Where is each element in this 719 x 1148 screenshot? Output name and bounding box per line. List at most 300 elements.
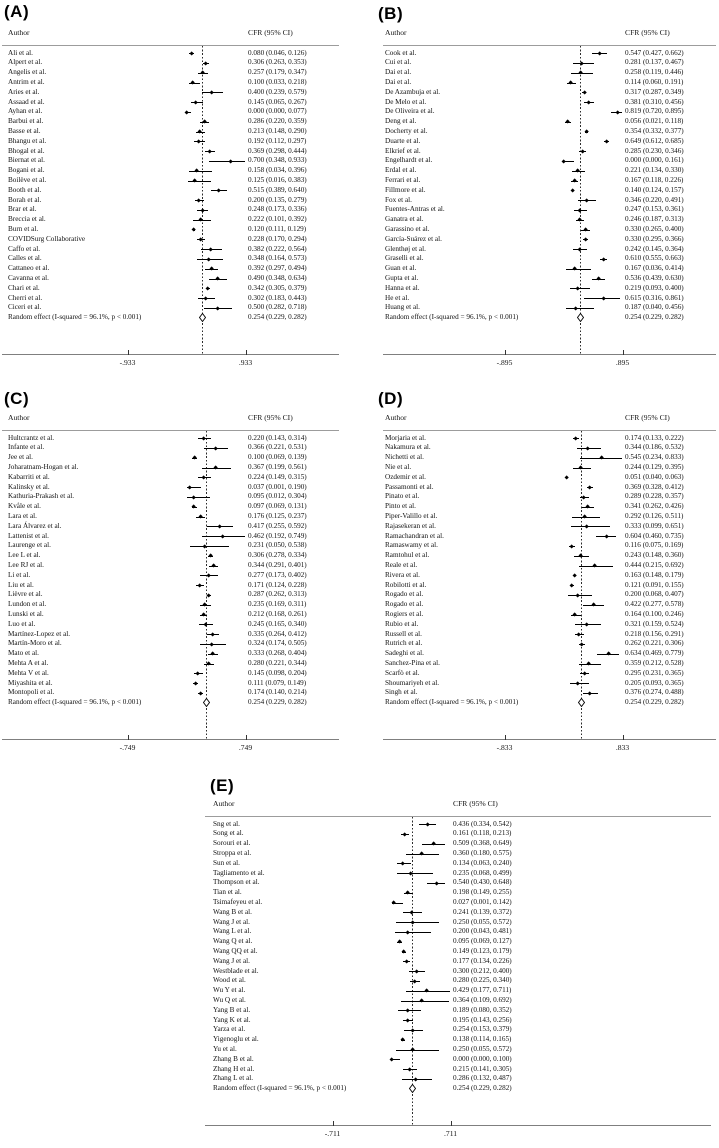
forest-row xyxy=(0,137,360,147)
x-axis-tick xyxy=(505,350,506,356)
effect-marker xyxy=(584,129,589,134)
author-label: Deng et al. xyxy=(385,117,417,126)
forest-row xyxy=(0,274,360,284)
forest-row xyxy=(0,196,360,206)
author-label: Lattenist et al. xyxy=(8,531,49,540)
effect-value: 0.246 (0.187, 0.313) xyxy=(625,215,684,224)
forest-row xyxy=(360,581,719,591)
effect-marker xyxy=(572,178,577,183)
effect-marker xyxy=(210,642,215,647)
effect-value: 0.417 (0.255, 0.592) xyxy=(248,521,307,530)
forest-row xyxy=(360,186,719,196)
effect-value: 0.242 (0.145, 0.364) xyxy=(625,244,684,253)
author-label: Gupta et al. xyxy=(385,273,419,282)
author-label: García-Suárez et al. xyxy=(385,234,442,243)
effect-value: 0.164 (0.100, 0.246) xyxy=(625,609,684,618)
author-label: Wang J et al. xyxy=(213,917,250,926)
author-label: Fillmore et al. xyxy=(385,185,426,194)
forest-row xyxy=(360,512,719,522)
effect-value: 0.354 (0.332, 0.377) xyxy=(625,126,684,135)
author-label: Fuentes-Antras et al. xyxy=(385,205,445,214)
effect-value: 0.027 (0.001, 0.142) xyxy=(453,897,512,906)
pooled-effect-row xyxy=(360,698,719,708)
author-label: Breccia et al. xyxy=(8,215,46,224)
author-label: Kalinsky et al. xyxy=(8,482,50,491)
effect-marker xyxy=(405,1008,410,1013)
author-column-header: Author xyxy=(213,799,235,808)
effect-marker xyxy=(189,51,194,56)
effect-marker xyxy=(216,306,221,311)
effect-marker xyxy=(213,465,218,470)
effect-value: 0.262 (0.221, 0.306) xyxy=(625,639,684,648)
forest-row xyxy=(0,473,360,483)
effect-marker xyxy=(604,534,609,539)
forest-row xyxy=(360,225,719,235)
effect-marker xyxy=(202,120,207,125)
author-label: Bhangu et al. xyxy=(8,136,47,145)
effect-value: 0.222 (0.101, 0.392) xyxy=(248,215,307,224)
pooled-effect-diamond xyxy=(578,698,585,707)
ci-line xyxy=(396,1050,439,1051)
forest-row xyxy=(360,137,719,147)
effect-value: 0.366 (0.221, 0.531) xyxy=(248,443,307,452)
effect-marker xyxy=(573,573,578,578)
forest-row xyxy=(360,235,719,245)
forest-row xyxy=(360,649,719,659)
effect-value: 0.610 (0.555, 0.663) xyxy=(625,254,684,263)
author-label: Boilève et al. xyxy=(8,175,47,184)
header-rule xyxy=(383,45,716,46)
effect-value: 0.051 (0.040, 0.063) xyxy=(625,472,684,481)
forest-row xyxy=(0,147,360,157)
effect-marker xyxy=(431,842,436,847)
effect-marker xyxy=(208,247,213,252)
x-axis-tick xyxy=(128,735,129,741)
author-label: Lièvre et al. xyxy=(8,590,43,599)
effect-value: 0.281 (0.137, 0.467) xyxy=(625,58,684,67)
effect-value: 0.289 (0.228, 0.357) xyxy=(625,492,684,501)
forest-row xyxy=(0,176,360,186)
effect-marker xyxy=(203,296,208,301)
effect-marker xyxy=(407,1067,412,1072)
author-label: De Melo et al. xyxy=(385,97,427,106)
effect-value: 0.200 (0.043, 0.481) xyxy=(453,927,512,936)
forest-row xyxy=(0,434,360,444)
author-label: Zhang L et al. xyxy=(213,1074,254,1083)
effect-value: 0.285 (0.230, 0.346) xyxy=(625,146,684,155)
forest-row xyxy=(180,1055,719,1065)
effect-value: 0.392 (0.297, 0.494) xyxy=(248,264,307,273)
panel-label: (C) xyxy=(4,389,30,408)
author-label: Basse et al. xyxy=(8,126,41,135)
effect-value: 0.545 (0.234, 0.833) xyxy=(625,453,684,462)
effect-value: 0.120 (0.111, 0.129) xyxy=(248,224,307,233)
effect-value: 0.250 (0.055, 0.572) xyxy=(453,917,512,926)
author-label: Nichetti et al. xyxy=(385,453,424,462)
author-label: Jee et al. xyxy=(8,453,33,462)
author-label: Sadeghi et al. xyxy=(385,649,424,658)
x-axis-tick-label: -.933 xyxy=(119,358,136,367)
forest-row xyxy=(180,888,719,898)
forest-row xyxy=(360,659,719,669)
forest-row xyxy=(360,294,719,304)
effect-marker xyxy=(206,257,211,262)
effect-value: 0.235 (0.068, 0.499) xyxy=(453,868,512,877)
header-rule xyxy=(2,45,339,46)
forest-row xyxy=(0,88,360,98)
author-label: Burn et al. xyxy=(8,224,39,233)
effect-marker xyxy=(601,257,606,262)
effect-value: 0.257 (0.179, 0.347) xyxy=(248,68,307,77)
author-label: Rogado et al. xyxy=(385,590,424,599)
effect-marker xyxy=(578,465,583,470)
forest-row xyxy=(0,649,360,659)
effect-value: 0.171 (0.124, 0.228) xyxy=(248,580,307,589)
header-rule xyxy=(205,816,711,817)
author-label: Martín-Moro et al. xyxy=(8,639,62,648)
effect-value: 0.215 (0.141, 0.305) xyxy=(453,1064,512,1073)
forest-row xyxy=(180,878,719,888)
forest-row xyxy=(360,245,719,255)
forest-row xyxy=(0,581,360,591)
effect-marker xyxy=(576,286,581,291)
ci-line xyxy=(396,922,439,923)
forest-row xyxy=(0,284,360,294)
effect-value: 0.220 (0.143, 0.314) xyxy=(248,433,307,442)
forest-row xyxy=(360,688,719,698)
x-axis-tick-label: -.833 xyxy=(496,743,513,752)
x-axis-line xyxy=(205,1125,711,1126)
effect-value: 0.280 (0.221, 0.344) xyxy=(248,658,307,667)
effect-value: 0.819 (0.720, 0.895) xyxy=(625,107,684,116)
effect-value: 0.436 (0.334, 0.542) xyxy=(453,819,512,828)
forest-row xyxy=(180,820,719,830)
pooled-effect-diamond xyxy=(199,313,206,322)
effect-value: 0.360 (0.180, 0.575) xyxy=(453,848,512,857)
effect-marker xyxy=(228,159,233,164)
effect-value: 0.369 (0.328, 0.412) xyxy=(625,482,684,491)
effect-marker xyxy=(414,969,419,974)
author-label: Graselli et al. xyxy=(385,254,424,263)
effect-marker xyxy=(203,622,208,627)
effect-marker xyxy=(198,514,203,519)
effect-value: 0.330 (0.295, 0.366) xyxy=(625,234,684,243)
forest-row xyxy=(0,630,360,640)
forest-row xyxy=(360,630,719,640)
author-label: Liu et al. xyxy=(8,580,34,589)
author-label: Lee L et al. xyxy=(8,551,41,560)
effect-value: 0.056 (0.021, 0.118) xyxy=(625,117,684,126)
author-label: Wang B et al. xyxy=(213,907,252,916)
forest-row xyxy=(360,196,719,206)
ci-line xyxy=(566,269,591,270)
author-label: Lara et al. xyxy=(8,511,37,520)
author-label: Cavanna et al. xyxy=(8,273,49,282)
forest-row xyxy=(180,1016,719,1026)
author-label: Biernat et al. xyxy=(8,156,45,165)
author-label: Angelis et al. xyxy=(8,68,47,77)
effect-marker xyxy=(198,218,203,223)
ci-line xyxy=(571,526,610,527)
forest-row xyxy=(360,610,719,620)
forest-row xyxy=(180,947,719,957)
author-label: Caffo et al. xyxy=(8,244,40,253)
x-axis-tick xyxy=(246,350,247,356)
effect-value: 0.295 (0.231, 0.365) xyxy=(625,668,684,677)
effect-value: 0.125 (0.016, 0.383) xyxy=(248,175,307,184)
x-axis-tick-label: -.895 xyxy=(496,358,513,367)
effect-value: 0.547 (0.427, 0.662) xyxy=(625,48,684,57)
effect-marker xyxy=(569,544,574,549)
effect-marker xyxy=(215,276,220,281)
effect-value: 0.138 (0.114, 0.165) xyxy=(453,1035,512,1044)
author-label: Glenthøj et al. xyxy=(385,244,426,253)
effect-marker xyxy=(192,178,197,183)
author-label: Fox et al. xyxy=(385,195,412,204)
author-label: Barbui et al. xyxy=(8,117,44,126)
author-label: Zhang H et al. xyxy=(213,1064,255,1073)
author-label: Bhogal et al. xyxy=(8,146,45,155)
author-label: Antrim et al. xyxy=(8,77,45,86)
forest-panel-b xyxy=(360,2,719,380)
effect-marker xyxy=(389,1057,394,1062)
effect-column-header: CFR (95% CI) xyxy=(248,28,293,37)
effect-marker xyxy=(577,218,582,223)
x-axis-tick xyxy=(333,1121,334,1127)
forest-row xyxy=(0,58,360,68)
effect-marker xyxy=(409,910,414,915)
effect-value: 0.195 (0.143, 0.256) xyxy=(453,1015,512,1024)
author-label: COVIDSurg Collaborative xyxy=(8,234,86,243)
effect-value: 0.700 (0.348, 0.933) xyxy=(248,156,307,165)
effect-value: 0.509 (0.368, 0.649) xyxy=(453,839,512,848)
effect-marker xyxy=(193,681,198,686)
forest-row xyxy=(180,849,719,859)
author-label: Yang K et al. xyxy=(213,1015,251,1024)
forest-row xyxy=(360,88,719,98)
author-label: Lee RJ et al. xyxy=(8,560,44,569)
effect-marker xyxy=(405,1018,410,1023)
author-label: Yang B et al. xyxy=(213,1005,251,1014)
effect-value: 0.213 (0.148, 0.290) xyxy=(248,126,307,135)
effect-marker xyxy=(582,671,587,676)
author-label: Dai et al. xyxy=(385,68,412,77)
author-label: Rogado et al. xyxy=(385,600,424,609)
author-label: Wang QQ et al. xyxy=(213,946,258,955)
forest-row xyxy=(360,600,719,610)
author-label: De Azambuja et al. xyxy=(385,87,441,96)
forest-row xyxy=(0,590,360,600)
effect-value: 0.346 (0.220, 0.491) xyxy=(625,195,684,204)
forest-row xyxy=(180,829,719,839)
effect-marker xyxy=(202,544,207,549)
effect-value: 0.344 (0.186, 0.532) xyxy=(625,443,684,452)
forest-row xyxy=(360,147,719,157)
effect-marker xyxy=(586,100,591,105)
ci-line xyxy=(566,308,593,309)
forest-row xyxy=(0,68,360,78)
forest-row xyxy=(360,58,719,68)
forest-row xyxy=(360,590,719,600)
effect-value: 0.100 (0.069, 0.139) xyxy=(248,453,307,462)
pooled-effect-row xyxy=(180,1084,719,1094)
effect-value: 0.634 (0.469, 0.779) xyxy=(625,649,684,658)
author-label: Rivera et al. xyxy=(385,570,420,579)
author-label: Assaad et al. xyxy=(8,97,45,106)
x-axis-tick xyxy=(623,735,624,741)
effect-value: 0.095 (0.012, 0.304) xyxy=(248,492,307,501)
effect-value: 0.615 (0.316, 0.861) xyxy=(625,293,684,302)
effect-value: 0.324 (0.174, 0.505) xyxy=(248,639,307,648)
author-label: Rajasekeran et al. xyxy=(385,521,436,530)
author-column-header: Author xyxy=(8,28,30,37)
effect-value: 0.228 (0.170, 0.294) xyxy=(248,234,307,243)
effect-marker xyxy=(203,603,208,608)
forest-row xyxy=(0,483,360,493)
author-label: Stroppa et al. xyxy=(213,848,252,857)
effect-value: 0.369 (0.298, 0.444) xyxy=(248,146,307,155)
forest-row xyxy=(180,1006,719,1016)
pooled-effect-row xyxy=(0,698,360,708)
effect-value: 0.116 (0.075, 0.169) xyxy=(625,541,684,550)
forest-row xyxy=(360,117,719,127)
effect-value: 0.359 (0.212, 0.528) xyxy=(625,658,684,667)
effect-marker xyxy=(196,671,201,676)
pooled-effect-diamond xyxy=(409,1084,416,1093)
forest-row xyxy=(0,49,360,59)
effect-marker xyxy=(615,110,620,115)
effect-marker xyxy=(580,149,585,154)
ci-line xyxy=(395,932,431,933)
effect-value: 0.114 (0.060, 0.191) xyxy=(625,77,684,86)
effect-column-header: CFR (95% CI) xyxy=(248,413,293,422)
header-rule xyxy=(2,430,339,431)
forest-panel-d xyxy=(360,387,719,765)
effect-marker xyxy=(593,563,598,568)
author-label: Calles et al. xyxy=(8,254,42,263)
effect-marker xyxy=(570,583,575,588)
effect-value: 0.037 (0.001, 0.190) xyxy=(248,482,307,491)
effect-value: 0.341 (0.262, 0.426) xyxy=(625,502,684,511)
x-axis-line xyxy=(2,354,339,355)
forest-row xyxy=(0,78,360,88)
author-label: Kathuria-Prakash et al. xyxy=(8,492,75,501)
author-label: Hanna et al. xyxy=(385,283,420,292)
effect-value: 0.000 (0.000, 0.077) xyxy=(248,107,307,116)
effect-value: 0.364 (0.109, 0.692) xyxy=(453,995,512,1004)
effect-value: 0.333 (0.268, 0.404) xyxy=(248,649,307,658)
forest-row xyxy=(0,225,360,235)
author-label: Rutrich et al. xyxy=(385,639,423,648)
effect-value: 0.604 (0.460, 0.735) xyxy=(625,531,684,540)
effect-marker xyxy=(596,276,601,281)
effect-value: 0.244 (0.129, 0.395) xyxy=(625,462,684,471)
effect-value: 0.258 (0.119, 0.446) xyxy=(625,68,684,77)
x-axis-tick-label: .833 xyxy=(615,743,630,752)
forest-row xyxy=(0,245,360,255)
author-label: Luo et al. xyxy=(8,619,36,628)
effect-value: 0.163 (0.148, 0.179) xyxy=(625,570,684,579)
effect-value: 0.649 (0.612, 0.685) xyxy=(625,136,684,145)
author-label: Alpert et al. xyxy=(8,58,43,67)
author-label: Guan et al. xyxy=(385,264,417,273)
forest-row xyxy=(0,453,360,463)
effect-marker xyxy=(206,661,211,666)
effect-value: 0.429 (0.177, 0.711) xyxy=(453,986,512,995)
author-label: Tian et al. xyxy=(213,888,242,897)
effect-marker xyxy=(198,129,203,134)
author-label: Martínez-Lopez et al. xyxy=(8,629,71,638)
forest-row xyxy=(0,254,360,264)
effect-marker xyxy=(584,622,589,627)
forest-row xyxy=(360,463,719,473)
effect-marker xyxy=(434,881,439,886)
effect-value: 0.280 (0.225, 0.340) xyxy=(453,976,512,985)
pooled-effect-label: Random effect (I-squared = 96.1%, p < 0.001) xyxy=(8,313,142,322)
effect-marker xyxy=(209,267,214,272)
pooled-effect-value: 0.254 (0.229, 0.282) xyxy=(625,698,684,707)
forest-row xyxy=(180,869,719,879)
x-axis-tick-label: .749 xyxy=(238,743,253,752)
author-label: Cattaneo et al. xyxy=(8,264,50,273)
effect-value: 0.231 (0.050, 0.538) xyxy=(248,541,307,550)
forest-row xyxy=(0,166,360,176)
effect-marker xyxy=(577,632,582,637)
effect-marker xyxy=(201,612,206,617)
effect-value: 0.300 (0.212, 0.400) xyxy=(453,966,512,975)
forest-row xyxy=(360,284,719,294)
effect-value: 0.000 (0.000, 0.161) xyxy=(625,156,684,165)
forest-row xyxy=(360,492,719,502)
pooled-effect-row xyxy=(360,313,719,323)
author-label: Lunski et al. xyxy=(8,609,44,618)
author-label: Infante et al. xyxy=(8,443,45,452)
author-label: Scarfò et al. xyxy=(385,668,420,677)
forest-row xyxy=(0,463,360,473)
effect-marker xyxy=(193,100,198,105)
effect-marker xyxy=(575,593,580,598)
x-axis-tick-label: .933 xyxy=(238,358,253,367)
effect-value: 0.161 (0.118, 0.213) xyxy=(453,829,512,838)
forest-row xyxy=(360,620,719,630)
effect-marker xyxy=(204,61,209,66)
forest-panel-e xyxy=(180,773,719,1148)
effect-marker xyxy=(425,822,430,827)
effect-marker xyxy=(582,90,587,95)
forest-row xyxy=(180,908,719,918)
effect-marker xyxy=(606,652,611,657)
effect-marker xyxy=(576,681,581,686)
effect-marker xyxy=(587,485,592,490)
effect-value: 0.287 (0.262, 0.313) xyxy=(248,590,307,599)
forest-row xyxy=(360,215,719,225)
effect-marker xyxy=(577,208,582,213)
effect-marker xyxy=(588,691,593,696)
forest-row xyxy=(0,294,360,304)
forest-row xyxy=(0,541,360,551)
effect-value: 0.200 (0.135, 0.279) xyxy=(248,195,307,204)
x-axis-tick xyxy=(505,735,506,741)
effect-value: 0.177 (0.134, 0.226) xyxy=(453,956,512,965)
effect-marker xyxy=(198,691,203,696)
forest-row xyxy=(0,98,360,108)
pooled-effect-label: Random effect (I-squared = 96.1%, p < 0.001) xyxy=(385,313,519,322)
author-label: Shoumariyeh et al. xyxy=(385,678,440,687)
ci-line xyxy=(397,873,433,874)
effect-marker xyxy=(591,603,596,608)
x-axis-tick xyxy=(623,350,624,356)
forest-row xyxy=(180,898,719,908)
